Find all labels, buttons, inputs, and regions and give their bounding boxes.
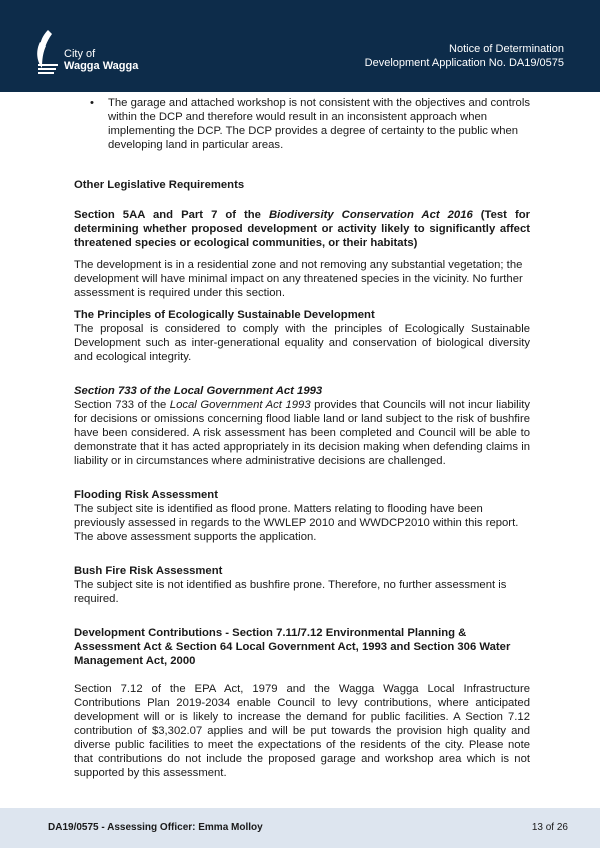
header-title-block xyxy=(365,42,564,70)
paragraph-flooding: The subject site is identified as flood prone. Matters relating to flooding have been previously assessed in regards to the WWLEP 2010 and WWDCP2010 within this report. The above assessment supports the application. xyxy=(74,503,519,543)
heading-5aa-part-a: Section 5AA and Part 7 of the xyxy=(74,209,269,221)
paragraph-bushfire: The subject site is not identified as bushfire prone. Therefore, no further assessment is required. xyxy=(74,579,507,605)
heading-contributions: Development Contributions - Section 7.11/7.12 Environmental Planning & Assessment Act & Section 64 Local Government Act, 1993 and Section 306 Water Management Act, 2000 xyxy=(74,627,511,667)
bullet-dot-icon: • xyxy=(90,97,94,109)
page-footer xyxy=(0,808,600,848)
council-logo xyxy=(34,28,154,78)
heading-section-5aa xyxy=(74,208,530,250)
header-subtitle: Development Application No. DA19/0575 xyxy=(364,57,564,69)
paragraph-733-part-a: Section 733 of the xyxy=(74,399,170,411)
logo-text-city: City of xyxy=(64,48,96,60)
paragraph-contributions: Section 7.12 of the EPA Act, 1979 and the Wagga Wagga Local Infrastructure Contributions Plan 2019-2034 enable Council to levy contributions, where anticipated development will or is likely to increase the demand for public facilities. A Section 7.12 contribution of $3,302.07 applies and will be put towards the provision high quality and diverse public facilities to meet the expectations of the residents of the city. Please note that contributions do not include the proposed garage and workshop area which is not supported by this assessment. xyxy=(74,683,530,779)
paragraph-733 xyxy=(74,398,530,468)
paragraph-5aa: The development is in a residential zone and not removing any substantial vegetation; the development will have minimal impact on any threatened species in the vicinity. No further assessment is required under this section. xyxy=(74,259,523,299)
heading-5aa-part-b: (Test for determining whether proposed development or activity likely to significantly affect threatened species or ecological communities, or their habitats) xyxy=(74,209,531,249)
bullet-text: The garage and attached workshop is not consistent with the objectives and controls within the DCP and therefore would result in an inconsistent approach when implementing the DCP. The DCP provides a degree of certainty to the public when developing land in particular areas. xyxy=(108,97,531,151)
footer-officer: DA19/0575 - Assessing Officer: Emma Molloy xyxy=(48,822,263,833)
logo-text-wagga: Wagga Wagga xyxy=(64,60,139,72)
heading-section-733: Section 733 of the Local Government Act 1993 xyxy=(74,385,323,397)
heading-bushfire: Bush Fire Risk Assessment xyxy=(74,565,223,577)
paragraph-733-part-b: provides that Councils will not incur liability for decisions or omissions concerning flood liable land or land subject to the risk of bushfire have been considered. A risk assessment has been completed and Council will be able to demonstrate that it has acted appropriately in its decision making when defending claims in liability or in circumstances where administrative decisions are challenged. xyxy=(74,399,530,467)
page-header xyxy=(0,0,600,92)
header-title: Notice of Determination xyxy=(449,43,564,55)
paragraph-esd: The proposal is considered to comply with the principles of Ecologically Sustainable Development such as inter-generational equality and conservation of biological diversity and ecological integrity. xyxy=(74,323,530,363)
document-body xyxy=(74,96,530,780)
heading-other-legislative: Other Legislative Requirements xyxy=(74,179,245,191)
heading-5aa-act-name: Biodiversity Conservation Act 2016 xyxy=(268,209,473,221)
heading-esd: The Principles of Ecologically Sustainable Development xyxy=(74,309,375,321)
bullet-item xyxy=(74,96,530,152)
page-number: 13 of 26 xyxy=(531,822,568,833)
wave-logo-icon xyxy=(34,28,64,76)
heading-flooding: Flooding Risk Assessment xyxy=(74,489,218,501)
paragraph-733-act-name: Local Government Act 1993 xyxy=(169,399,311,411)
